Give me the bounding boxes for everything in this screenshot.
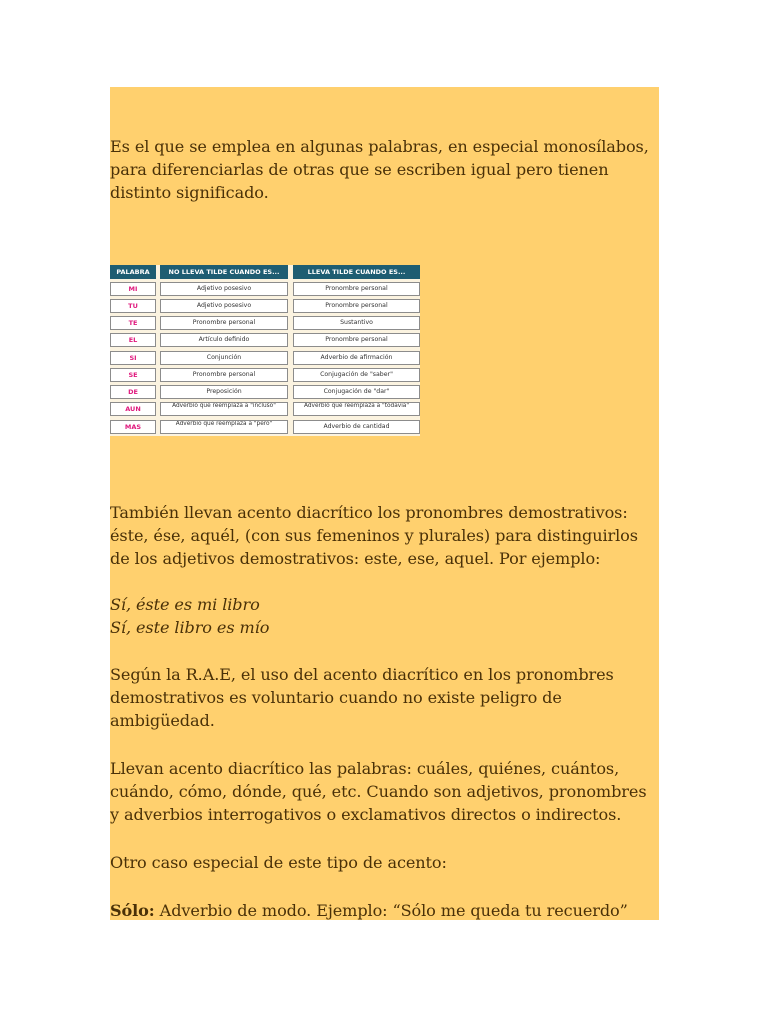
- table-cell-word: MAS: [110, 420, 156, 434]
- table-cell-tilde: Pronombre personal: [293, 333, 420, 347]
- interrogatives-paragraph: Llevan acento diacrítico las palabras: cuáles, quiénes, cuántos, cuándo, cómo, dónde, qué, etc. Cuando son adjetivos, pronombres y adverbios interrogativos o exclamativos directos o indirectos.: [110, 759, 647, 824]
- table-cell-no-tilde: Adjetivo posesivo: [160, 282, 288, 296]
- table-cell-word: MI: [110, 282, 156, 296]
- table-cell-word: DE: [110, 385, 156, 399]
- solo-term: Sólo:: [110, 901, 155, 920]
- rae-paragraph: Según la R.A.E, el uso del acento diacrítico en los pronombres demostrativos es voluntario cuando no existe peligro de ambigüedad.: [110, 665, 614, 730]
- document-page: [110, 87, 659, 920]
- table-cell-word: TE: [110, 316, 156, 330]
- table-cell-word: EL: [110, 333, 156, 347]
- examples-block: [110, 593, 659, 639]
- table-cell-no-tilde: Pronombre personal: [160, 316, 288, 330]
- special-case-paragraph: Otro caso especial de este tipo de acento:: [110, 853, 447, 872]
- table-cell-no-tilde: Pronombre personal: [160, 368, 288, 382]
- table-cell-tilde: Adverbio de afirmación: [293, 351, 420, 365]
- table-cell-tilde: Pronombre personal: [293, 282, 420, 296]
- table-cell-no-tilde: Adjetivo posesivo: [160, 299, 288, 313]
- table-cell-tilde: Sustantivo: [293, 316, 420, 330]
- solo-paragraph: [110, 899, 659, 920]
- table-cell-no-tilde: Adverbio que reemplaza a "incluso": [160, 402, 288, 416]
- table-header-tilde: LLEVA TILDE CUANDO ES...: [293, 265, 420, 279]
- table-cell-word: SE: [110, 368, 156, 382]
- table-cell-word: SI: [110, 351, 156, 365]
- diacritic-table-image: [110, 265, 420, 436]
- solo-definition: Adverbio de modo. Ejemplo: “Sólo me queda tu recuerdo”: [154, 901, 628, 920]
- table-header-word: PALABRA: [110, 265, 156, 279]
- table-cell-no-tilde: Preposición: [160, 385, 288, 399]
- example-1: Sí, éste es mi libro: [110, 595, 260, 614]
- table-cell-tilde: Adverbio de cantidad: [293, 420, 420, 434]
- table-cell-tilde: Pronombre personal: [293, 299, 420, 313]
- table-cell-no-tilde: Adverbio que reemplaza a "pero": [160, 420, 288, 434]
- table-cell-word: TU: [110, 299, 156, 313]
- table-cell-tilde: Conjugación de "saber": [293, 368, 420, 382]
- table-header-no-tilde: NO LLEVA TILDE CUANDO ES...: [160, 265, 288, 279]
- table-cell-tilde: Conjugación de "dar": [293, 385, 420, 399]
- table-cell-word: AUN: [110, 402, 156, 416]
- intro-paragraph: Es el que se emplea en algunas palabras, en especial monosílabos, para diferenciarlas de otras que se escriben igual pero tienen distinto significado.: [110, 137, 649, 202]
- demonstratives-paragraph: También llevan acento diacrítico los pronombres demostrativos: éste, ése, aquél, (con sus femeninos y plurales) para distinguirlos de los adjetivos demostrativos: este, ese, aquel. Por ejemplo:: [110, 503, 638, 568]
- table-cell-no-tilde: Artículo definido: [160, 333, 288, 347]
- example-2: Sí, este libro es mío: [110, 618, 270, 637]
- table-cell-no-tilde: Conjunción: [160, 351, 288, 365]
- table-cell-tilde: Adverbio que reemplaza a "todavía": [293, 402, 420, 416]
